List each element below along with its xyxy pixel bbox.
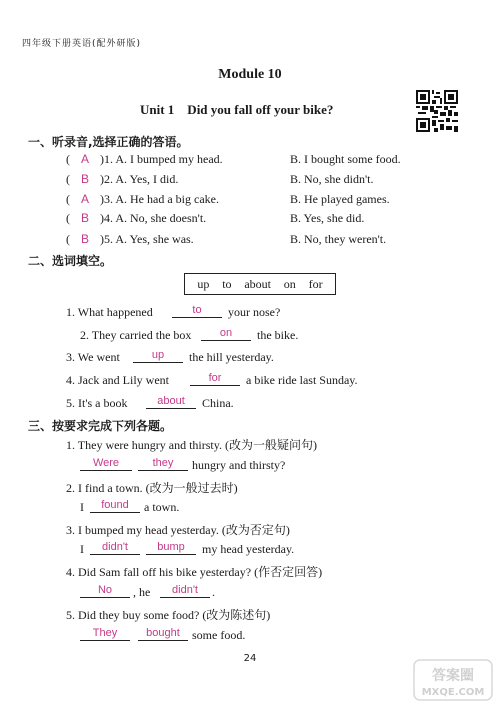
answer-blank[interactable]: on (201, 326, 251, 341)
answer-choice: A (80, 152, 89, 166)
answer-blank[interactable]: bought (138, 626, 188, 641)
section1-row-2: ( B )2. A. Yes, I did. (66, 172, 179, 186)
page-number: 24 (243, 653, 257, 664)
answer-blank[interactable]: to (172, 303, 222, 318)
watermark-logo-icon (412, 658, 494, 702)
section1-row-5: ( B )5. A. Yes, she was. (66, 232, 194, 246)
answer-blank[interactable]: didn't (160, 583, 210, 598)
answer-choice: B (80, 172, 89, 186)
fill-item-4-post: a bike ride last Sunday. (246, 373, 358, 387)
question-1-post: hungry and thirsty? (192, 458, 286, 472)
section1-title: 一、听录音,选择正确的答语。 (28, 135, 189, 149)
option-b: B. No, they weren't. (290, 232, 387, 246)
question-3-post: my head yesterday. (202, 542, 295, 556)
question-2-post: a town. (144, 500, 180, 514)
fill-item-3-post: the hill yesterday. (189, 350, 274, 364)
answer-blank[interactable]: They (80, 626, 130, 641)
option-b: B. No, she didn't. (290, 172, 374, 186)
module-title: Module 10 (218, 67, 282, 82)
section3-title: 三、按要求完成下列各题。 (28, 419, 173, 433)
answer-blank[interactable]: Were (80, 456, 132, 471)
fill-item-2-post: the bike. (257, 328, 299, 342)
unit-title: Unit 1 Did you fall off your bike? (140, 102, 334, 117)
qr-code-icon[interactable] (416, 90, 458, 132)
svg-text:答案圈: 答案圈 (432, 668, 474, 684)
question-4-post: . (212, 585, 215, 599)
question-4-prompt: 4. Did Sam fall off his bike yesterday? (作否定回答) (66, 565, 323, 579)
answer-choice: A (80, 192, 89, 206)
section2-title: 二、选词填空。 (28, 254, 113, 268)
option-a: A. He had a big cake. (115, 192, 219, 206)
fill-item-5-pre: 5. It's a book (66, 396, 128, 410)
fill-item-1-post: your nose? (228, 305, 281, 319)
option-a: A. I bumped my head. (115, 152, 223, 166)
answer-blank[interactable]: they (138, 456, 188, 471)
section1-row-3: ( A )3. A. He had a big cake. (66, 192, 219, 206)
answer-blank[interactable]: about (146, 394, 196, 409)
question-5-post: some food. (192, 628, 246, 642)
word-bank (184, 273, 336, 295)
option-a: A. No, she doesn't. (115, 211, 207, 225)
question-2-pre: I (80, 500, 84, 514)
option-a: A. Yes, she was. (115, 232, 194, 246)
option-b: B. I bought some food. (290, 152, 401, 166)
question-1-prompt: 1. They were hungry and thirsty. (改为一般疑问句) (66, 438, 317, 452)
word-bank-word: for (308, 276, 323, 291)
question-5-prompt: 5. Did they buy some food? (改为陈述句) (66, 608, 271, 622)
question-4-mid: , he (133, 585, 151, 599)
option-b: B. Yes, she did. (290, 211, 365, 225)
answer-blank[interactable]: didn't (90, 540, 140, 555)
question-3-pre: I (80, 542, 84, 556)
fill-item-3-pre: 3. We went (66, 350, 120, 364)
word-bank-word: about (244, 276, 271, 291)
word-bank-word: on (283, 276, 296, 291)
question-2-prompt: 2. I find a town. (改为一般过去时) (66, 481, 238, 495)
answer-blank[interactable]: found (90, 498, 140, 513)
book-header: 四年级下册英语(配外研版) (22, 39, 142, 49)
fill-item-1-pre: 1. What happened (66, 305, 153, 319)
section1-row-1: ( A )1. A. I bumped my head. (66, 152, 223, 166)
svg-text:MXQE.COM: MXQE.COM (421, 687, 485, 698)
fill-item-5-post: China. (202, 396, 234, 410)
question-3-prompt: 3. I bumped my head yesterday. (改为否定句) (66, 523, 290, 537)
word-bank-word: up (197, 276, 210, 291)
answer-choice: B (80, 211, 89, 225)
section1-row-4: ( B )4. A. No, she doesn't. (66, 211, 207, 225)
answer-choice: B (80, 232, 89, 246)
option-b: B. He played games. (290, 192, 390, 206)
fill-item-4-pre: 4. Jack and Lily went (66, 373, 169, 387)
answer-blank[interactable]: No (80, 583, 130, 598)
answer-blank[interactable]: for (190, 371, 240, 386)
option-a: A. Yes, I did. (115, 172, 179, 186)
word-bank-word: to (222, 276, 232, 291)
answer-blank[interactable]: up (133, 348, 183, 363)
fill-item-2-pre: 2. They carried the box (80, 328, 192, 342)
answer-blank[interactable]: bump (146, 540, 196, 555)
